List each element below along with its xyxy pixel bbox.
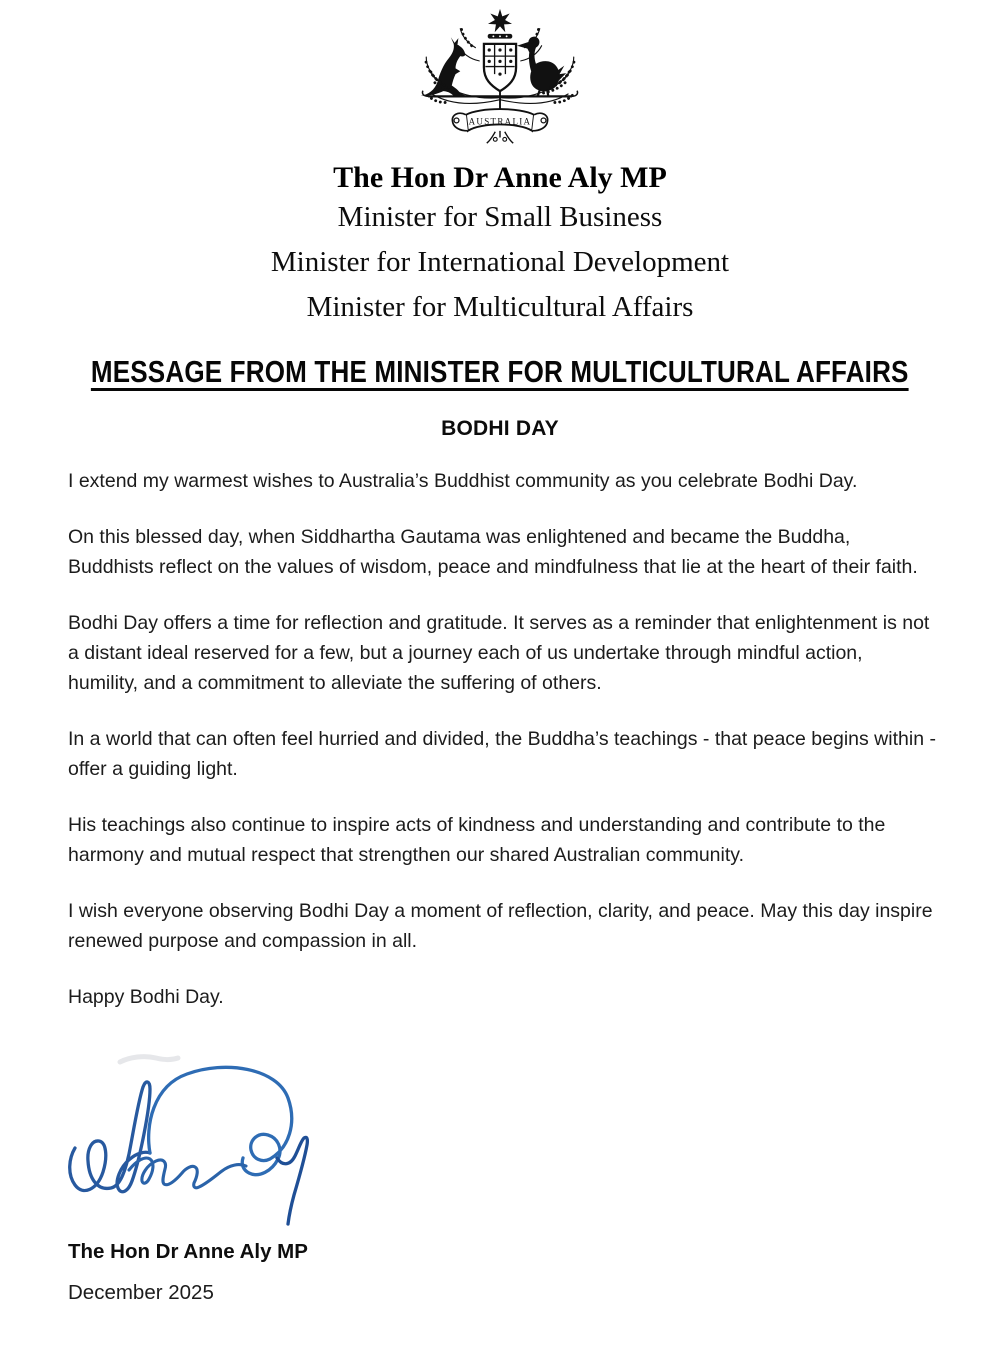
emu-icon <box>517 37 559 92</box>
paragraph-1: I extend my warmest wishes to Australia’s Buddhist community as you celebrate Bodhi Day. <box>68 470 858 492</box>
signature-ink-icon <box>60 1038 370 1234</box>
paragraph-3: Bodhi Day offers a time for reflection and gratitude. It serves as a reminder that enlightenment is not a distant ideal reserved for a few, but a journey each of us undertake through mindful action, humility, and a commitment to alleviate the suffering of others. <box>68 612 930 694</box>
letter-body <box>68 466 936 1012</box>
message-heading: MESSAGE FROM THE MINISTER FOR MULTICULTURAL AFFAIRS <box>91 354 909 389</box>
minister-title-international-development: Minister for International Development <box>270 246 730 278</box>
paragraph-6: I wish everyone observing Bodhi Day a moment of reflection, clarity, and peace. May this day inspire renewed purpose and compassion in all. <box>68 900 933 952</box>
signature <box>60 1038 370 1234</box>
paragraph-2: On this blessed day, when Siddhartha Gautama was enlightened and became the Buddha, Buddhists reflect on the values of wisdom, peace and mindfulness that lie at the heart of their faith. <box>68 526 918 578</box>
letter-date: December 2025 <box>68 1281 214 1304</box>
subject-heading: BODHI DAY <box>441 417 559 440</box>
commonwealth-star-icon <box>488 9 512 32</box>
australian-coat-of-arms-icon <box>396 6 604 146</box>
signatory-name: The Hon Dr Anne Aly MP <box>68 1240 308 1263</box>
crest-banner <box>452 109 547 131</box>
minister-title-small-business: Minister for Small Business <box>337 201 663 233</box>
minister-name: The Hon Dr Anne Aly MP <box>333 161 667 194</box>
message-heading-row <box>0 354 1000 390</box>
paragraph-4: In a world that can often feel hurried and divided, the Buddha’s teachings - that peace begins within - offer a guiding light. <box>68 728 936 780</box>
letterhead <box>0 0 1000 151</box>
crest-banner-text: AUSTRALIA <box>468 116 532 127</box>
paragraph-7: Happy Bodhi Day. <box>68 986 224 1008</box>
paragraph-5: His teachings also continue to inspire acts of kindness and understanding and contribute to the harmony and mutual respect that strengthen our shared Australian community. <box>68 814 886 866</box>
minister-title-multicultural-affairs: Minister for Multicultural Affairs <box>306 291 694 323</box>
